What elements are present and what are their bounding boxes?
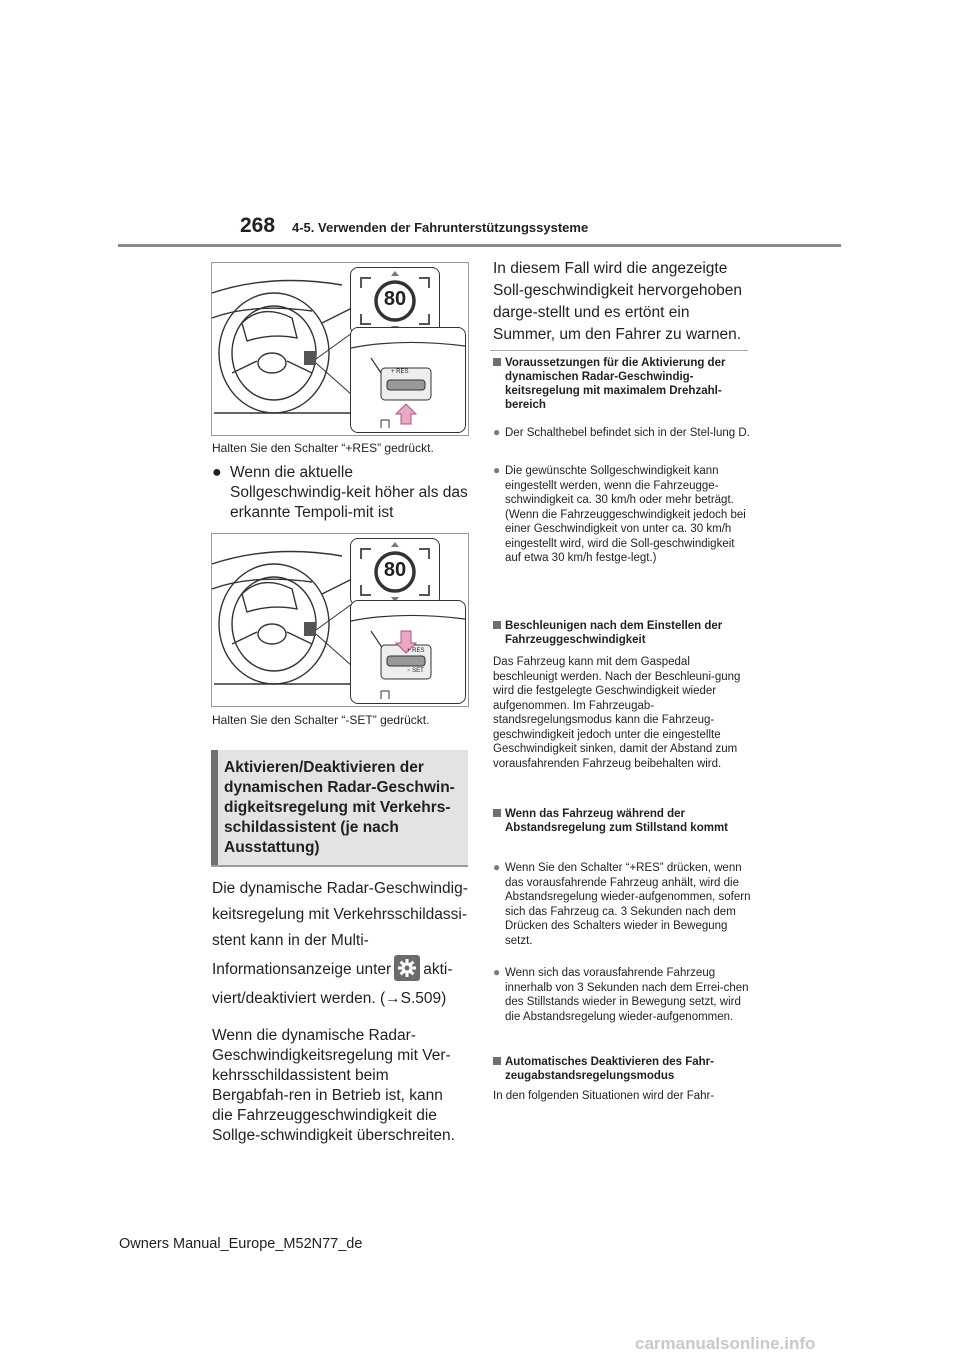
para1-line-1: Die dynamische Radar-Geschwindig- (212, 880, 468, 897)
note-shift-lever (493, 426, 751, 441)
heading-activation-conditions (493, 356, 751, 412)
note-minimum-speed-text: Die gewünschte Sollgeschwindigkeit kann eingestellt werden, wenn die Fahrzeugge-schwindigkeit ca. 30 km/h oder mehr beträgt. (Wenn die Fahrzeuggeschwindigkeit jedoch bei einer Geschwindigkeit von unter ca. 30 km/h eingestellt wird, wird die Soll-geschwindigkeit auf etwa 30 km/h festge-legt.) (505, 465, 746, 564)
heading-line-1: Aktivieren/Deaktivieren der (224, 759, 424, 776)
heading-accent-bar (211, 750, 218, 865)
section-heading-box (211, 750, 468, 867)
right-column-rule (490, 350, 748, 351)
square-bullet-icon (493, 358, 501, 366)
page-number: 268 (240, 214, 276, 237)
note-vehicle-restart (493, 966, 751, 1024)
section-title: 4-5. Verwenden der Fahrunterstützungssysteme (292, 220, 589, 235)
condition-bullet-text: Wenn die aktuelle Sollgeschwindig-keit höher als das erkannte Tempoli-mit ist (230, 464, 468, 521)
para1-line-3: stent kann in der Multi- (212, 932, 369, 949)
heading-acceleration (493, 619, 751, 647)
note-shift-lever-text: Der Schalthebel befindet sich in der Stel-lung D. (505, 427, 750, 439)
square-bullet-icon (493, 621, 501, 629)
heading-line-4: schildassistent (je nach (224, 819, 399, 836)
circle-bullet-icon: ● (493, 965, 501, 979)
res-button-label: + RES (391, 369, 409, 375)
para1-line-4b: akti- (423, 961, 453, 978)
heading-auto-deactivation-text: Automatisches Deaktivieren des Fahr-zeugabstandsregelungsmodus (505, 1056, 714, 1082)
heading-standstill-text: Wenn das Fahrzeug während der Abstandsregelung zum Stillstand kommt (505, 808, 728, 834)
heading-acceleration-text: Beschleunigen nach dem Einstellen der Fahrzeuggeschwindigkeit (505, 620, 723, 646)
note-vehicle-restart-text: Wenn sich das vorausfahrende Fahrzeug innerhalb von 3 Sekunden nach dem Errei-chen des Stillstands wieder in Bewegung setzt, wird die Abstandsregelung wieder-aufgenommen. (505, 967, 749, 1023)
heading-line-2: dynamischen Radar-Geschwin- (224, 779, 455, 796)
heading-activation-conditions-text: Voraussetzungen für die Aktivierung der dynamischen Radar-Geschwindig-keitsregelung mit maximalem Drehzahl-bereich (505, 357, 726, 411)
section-heading (224, 758, 464, 858)
note-minimum-speed (493, 464, 751, 566)
condition-bullet (212, 463, 468, 523)
speed-sign-inset (350, 267, 440, 335)
speed-sign-inset-2 (350, 538, 440, 606)
heading-line-3: digkeitsregelung mit Verkehrs- (224, 799, 451, 816)
square-bullet-icon (493, 809, 501, 817)
circle-bullet-icon: ● (493, 860, 501, 874)
figure-set-switch (211, 533, 469, 707)
downhill-paragraph: Wenn die dynamische Radar-Geschwindigkeitsregelung mit Ver-kehrsschildassistent beim Bergabfah-ren in Betrieb ist, kann die Fahrzeuggeschwindigkeit die Sollge-schwindigkeit überschreiten. (212, 1027, 455, 1144)
para1-line-4a: Informationsanzeige unter (212, 961, 392, 978)
square-bullet-icon (493, 1057, 501, 1065)
figure-2-caption: Halten Sie den Schalter “-SET” gedrückt. (212, 713, 430, 727)
activation-paragraph (212, 876, 470, 1012)
heading-auto-deactivation (493, 1055, 751, 1083)
figure-res-switch (211, 262, 469, 436)
watermark: carmanualsonline.info (635, 1334, 816, 1353)
speed-limit-value: 80 (383, 288, 407, 310)
speed-limit-value-2: 80 (383, 559, 407, 581)
note-res-press-text: Wenn Sie den Schalter “+RES” drücken, wenn das vorausfahrende Fahrzeug anhält, wird die Abstandsregelung wieder-aufgenommen, sofern sich das Fahrzeug ca. 3 Sekunden nach dem Drücken des Schalters wieder in Bewegung setzt. (505, 862, 751, 947)
footer-document-id: Owners Manual_Europe_M52N77_de (119, 1236, 363, 1252)
circle-bullet-icon: ● (493, 463, 501, 477)
auto-deactivation-paragraph: In den folgenden Situationen wird der Fahr- (493, 1090, 715, 1102)
para1-line-4 (212, 954, 470, 986)
warning-intro-paragraph: In diesem Fall wird die angezeigte Soll-geschwindigkeit hervorgehoben darge-stellt und es ertönt ein Summer, um den Fahrer zu warnen. (493, 260, 743, 343)
switch-inset-2 (350, 600, 466, 704)
note-res-press (493, 861, 751, 948)
res-button-label-2: + RES (407, 648, 425, 654)
switch-inset (350, 327, 466, 433)
figure-1-caption: Halten Sie den Schalter “+RES” gedrückt. (212, 441, 434, 455)
acceleration-paragraph: Das Fahrzeug kann mit dem Gaspedal beschleunigt werden. Nach der Beschleuni-gung wird die festgelegte Geschwindigkeit wieder aufgenommen. Im Fahrzeugab-standsregelungsmodus kann die Fahrzeug-geschwindigkeit jedoch unter die eingestellte Geschwindigkeit sinken, damit der Abstand zum vorausfahrenden Fahrzeug beibehalten wird. (493, 656, 741, 770)
heading-line-5: Ausstattung) (224, 839, 320, 856)
para1-line-5: viert/deaktiviert werden. (→S.509) (212, 990, 447, 1007)
settings-gear-icon (394, 955, 420, 981)
heading-standstill (493, 807, 751, 835)
bullet-icon: ● (212, 464, 222, 481)
header-rule (118, 244, 841, 247)
para1-line-2: keitsregelung mit Verkehrsschildassi- (212, 906, 467, 923)
set-button-label: − SET (407, 668, 424, 674)
circle-bullet-icon: ● (493, 425, 501, 439)
